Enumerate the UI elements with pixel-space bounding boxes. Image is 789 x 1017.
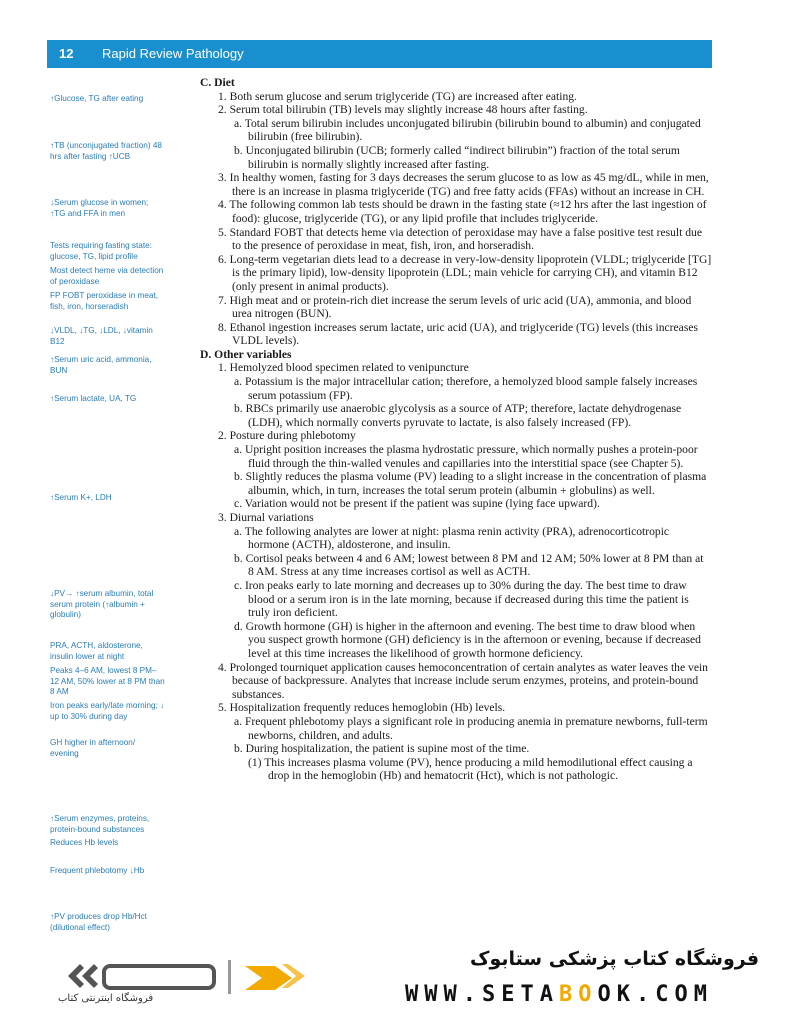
list-item: a. The following analytes are lower at night: plasma renin activity (PRA), adrenocorticotropic hormone (ACTH), aldosterone, and insulin.	[234, 524, 670, 552]
margin-note: PRA, ACTH, aldosterone, insulin lower at night	[50, 641, 143, 661]
margin-note: ↑Serum lactate, UA, TG	[50, 394, 137, 403]
list-item: (1) This increases plasma volume (PV), hence producing a mild hemodilutional effect causing a drop in the hemoglobin (Hb) and hematocrit (Hct), which is not pathologic.	[248, 755, 693, 783]
list-item: a. Potassium is the major intracellular cation; therefore, a hemolyzed blood sample falsely increases serum potassium (FP).	[234, 375, 698, 402]
shop-url-part: OK.COM	[597, 982, 713, 1007]
margin-note: ↑Serum enzymes, proteins, protein-bound substances	[50, 814, 150, 834]
margin-note: ↓PV→ ↑serum albumin, total serum protein (↑albumin + globulin)	[50, 589, 154, 619]
margin-note: Reduces Hb levels	[50, 838, 119, 847]
margin-note: ↑TB (unconjugated fraction) 48 hrs after fasting ↑UCB	[50, 141, 162, 161]
main-text	[200, 76, 712, 783]
list-item: c. Iron peaks early to late morning and decreases up to 30% during the day. The best time to draw blood or a serum iron is in the late morning, because if decreased during this time the patient is truly iron deficient.	[234, 578, 689, 620]
margin-note: ↑Serum K+, LDH	[50, 493, 112, 502]
margin-note: ↓Serum glucose in women; ↑TG and FFA in men	[50, 198, 149, 218]
list-item: b. Cortisol peaks between 4 and 6 AM; lowest between 8 PM and 12 AM; 50% lower at 8 PM than at 8 AM. Stress at any time increases cortisol as well as ACTH.	[234, 551, 704, 579]
margin-note: Tests requiring fasting state: glucose, TG, lipid profile	[50, 241, 152, 261]
list-item: 1. Both serum glucose and serum triglyceride (TG) are increased after eating.	[218, 89, 577, 103]
page-number: 12	[59, 46, 74, 61]
margin-note: ↑Serum uric acid, ammonia, BUN	[50, 355, 152, 375]
list-item: 3. Diurnal variations	[218, 511, 314, 524]
section-heading: C. Diet	[200, 76, 235, 89]
margin-note: ↑Glucose, TG after eating	[50, 94, 144, 103]
running-title: Rapid Review Pathology	[102, 46, 244, 61]
list-item: b. During hospitalization, the patient is supine most of the time.	[234, 742, 530, 756]
setabook-logo-icon	[60, 956, 310, 996]
list-item: d. Growth hormone (GH) is higher in the afternoon and evening. The best time to draw blood when you suspect growth hormone (GH) deficiency is in the afternoon or evening, because if decreased level at this time increases the likelihood of growth hormone deficiency.	[234, 619, 701, 660]
margin-note: GH higher in afternoon/ evening	[50, 738, 136, 758]
section-heading: D. Other variables	[200, 347, 292, 361]
margin-note: ↑PV produces drop Hb/Hct (dilutional effect)	[50, 912, 147, 932]
list-item: 5. Hospitalization frequently reduces hemoglobin (Hb) levels.	[218, 701, 506, 715]
list-item: 7. High meat and or protein-rich diet increase the serum levels of uric acid (UA), ammonia, and blood urea nitrogen (BUN).	[218, 293, 692, 321]
list-item: b. Slightly reduces the plasma volume (PV) leading to a slight increase in the concentration of plasma albumin, which, in turn, increases the total serum protein (albumin + globulins) as well.	[234, 470, 707, 497]
shop-url-highlight: BO	[558, 982, 598, 1007]
list-item: 8. Ethanol ingestion increases serum lactate, uric acid (UA), and triglyceride (TG) levels (this increases VLDL levels).	[218, 320, 698, 348]
shop-title: فروشگاه کتاب پزشکی ستابوک	[470, 948, 760, 970]
list-item: 2. Serum total bilirubin (TB) levels may slightly increase 48 hours after fasting.	[218, 103, 588, 117]
list-item: 6. Long-term vegetarian diets lead to a decrease in very-low-density lipoprotein (VLDL; triglyceride [TG] is the primary lipid), low-density lipoprotein (LDL; main vehicle for carrying CH), and vitamin B12 (only present in animal products).	[218, 252, 712, 293]
margin-note: Iron peaks early/late morning; ↓ up to 30% during day	[50, 701, 165, 721]
list-item: a. Frequent phlebotomy plays a significant role in producing anemia in premature newborns, full-term newborns, children, and adults.	[234, 714, 708, 742]
margin-note: ↓VLDL, ↓TG, ↓LDL, ↓vitamin B12	[50, 326, 153, 346]
list-item: a. Upright position increases the plasma hydrostatic pressure, which normally pushes a protein-poor fluid through the thin-walled venules and capillaries into the interstitial space (see Chapter 5).	[234, 443, 698, 470]
list-item: 4. The following common lab tests should be drawn in the fasting state (≈12 hrs after the last ingestion of food): glucose, triglyceride (TG), or any lipid profile that includes triglyceride.	[218, 198, 707, 225]
list-item: b. RBCs primarily use anaerobic glycolysis as a source of ATP; therefore, lactate dehydrogenase (LDH), which normally converts pyruvate to lactate, is also falsely increased (FP).	[234, 402, 682, 429]
margin-note: Frequent phlebotomy ↓Hb	[50, 866, 145, 875]
list-item: 1. Hemolyzed blood specimen related to venipuncture	[218, 361, 469, 375]
list-item: 5. Standard FOBT that detects heme via detection of peroxidase may have a false positive test result due to the presence of peroxidase in meat, fish, iron, and horseradish.	[218, 225, 703, 253]
margin-note: Peaks 4–6 AM, lowest 8 PM–12 AM, 50% lower at 8 PM than 8 AM	[50, 666, 165, 696]
list-item: a. Total serum bilirubin includes unconjugated bilirubin (bilirubin bound to albumin) and conjugated bilirubin (free bilirubin).	[234, 116, 701, 144]
list-item: c. Variation would not be present if the patient was supine (lying face upward).	[234, 497, 600, 511]
list-item: 3. In healthy women, fasting for 3 days decreases the serum glucose to as low as 45 mg/dL, while in men, there is an increase in plasma triglyceride (TG) and free fatty acids (FFAs) without an increase in CH.	[218, 171, 709, 198]
logo-subtitle: فروشگاه اینترنتی کتاب	[58, 993, 154, 1004]
margin-note: Most detect heme via detection of peroxidase	[50, 266, 164, 286]
list-item: b. Unconjugated bilirubin (UCB; formerly called “indirect bilirubin”) fraction of the total serum bilirubin is normally slightly increased after fasting.	[234, 143, 680, 171]
page-header	[47, 40, 712, 68]
list-item: 2. Posture during phlebotomy	[218, 429, 356, 443]
shop-url	[405, 982, 713, 1007]
list-item: 4. Prolonged tourniquet application causes hemoconcentration of certain analytes as water leaves the vein because of backpressure. Analytes that increase include serum enzymes, proteins, and protein-bound substances.	[218, 660, 708, 701]
margin-note: FP FOBT peroxidase in meat, fish, iron, horseradish	[50, 291, 159, 311]
shop-url-part: WWW.SETA	[405, 982, 559, 1007]
